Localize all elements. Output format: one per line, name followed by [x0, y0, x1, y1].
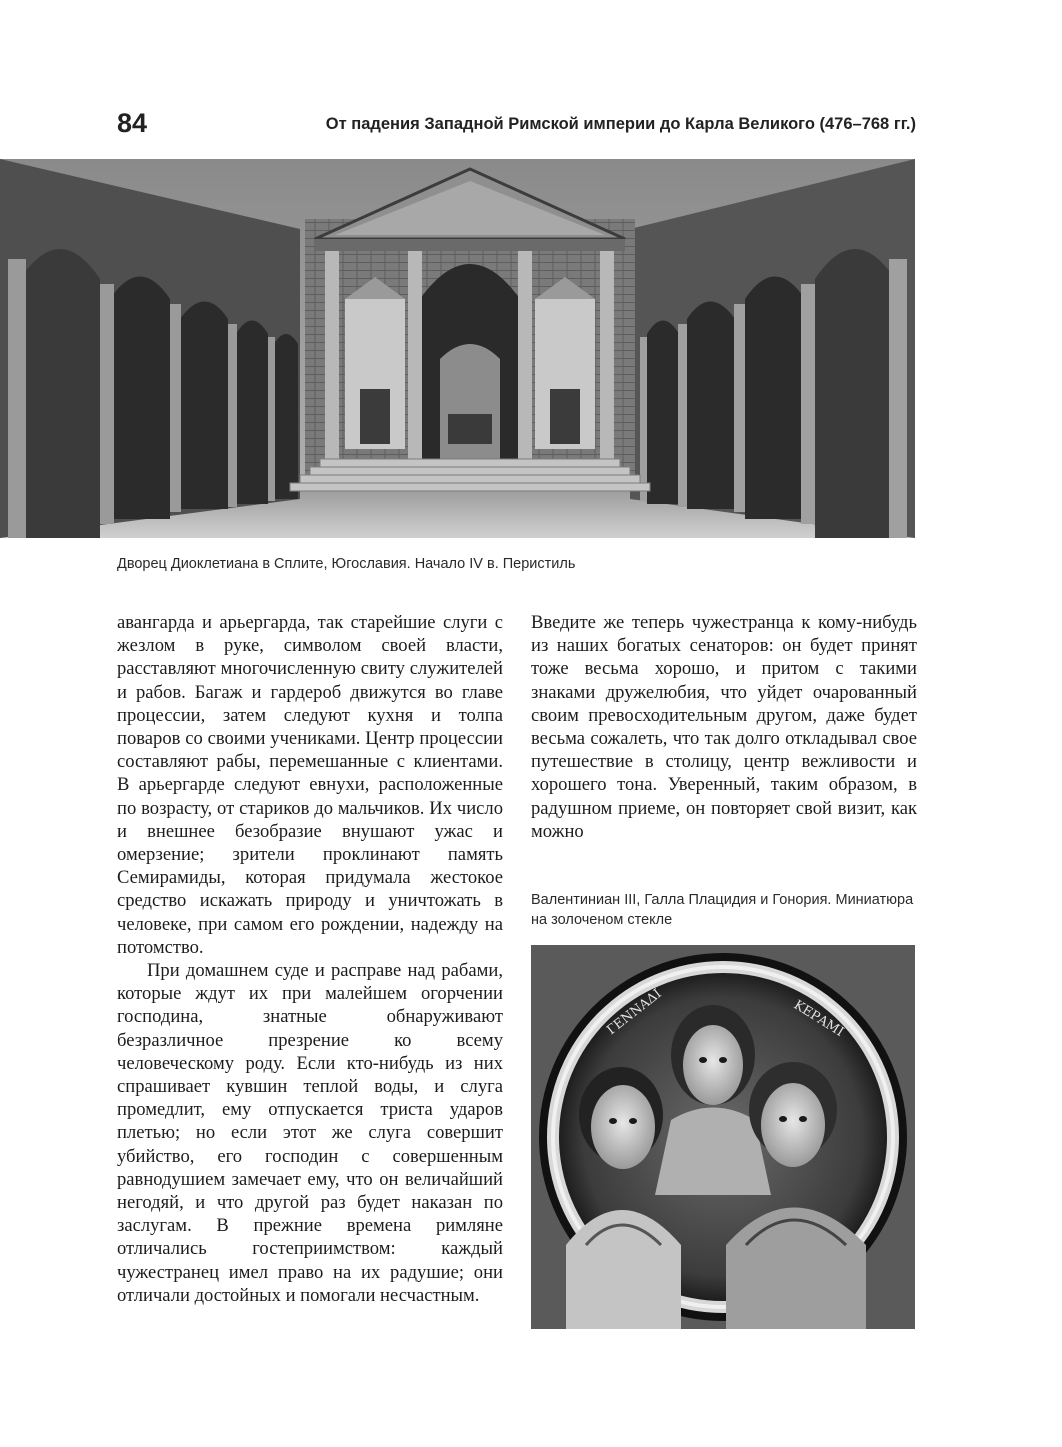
inscription-right: ΚΕΡΑΜΙ — [790, 997, 847, 1040]
page-number: 84 — [117, 108, 148, 138]
paragraph: Введите же теперь чужестранца к кому-нибудь из наших богатых сенаторов: он будет принят тоже весьма хорошо, и притом с такими знаками дружелюбия, что уйдет очарованный своим превосходительным другом, даже будет весьма сожалеть, что так долго откладывал свое путешествие в столицу, центр вежливости и хорошего тона. Уверенный, таким образом, в радушном приеме, он повторяет свой визит, как можно — [531, 612, 917, 842]
text-column-right — [531, 611, 917, 843]
paragraph: При домашнем суде и расправе над рабами, которые ждут их при малейшем огорчении господина, знатные обнаруживают безразличное презрение ко всему человеческому роду. Если кто-нибудь из них спрашивает кувшин теплой воды, и слуга промедлит, ему отпускается триста ударов плетью; но если этот же слуга совершит убийство, его господин с совершенным равнодушием замечает ему, что он величайший негодяй, и что другой раз будет наказан по заслугам. В прежние времена римляне отличались гостеприимством: каждый чужестранец имел право на их радушие; они отличали достойных и помогали несчастным. — [117, 960, 503, 1306]
medallion-caption: Валентиниан III, Галла Плацидия и Гонория. Миниатюра на золоченом стекле — [531, 892, 914, 928]
medallion-photo — [531, 945, 915, 1329]
running-title: От падения Западной Римской империи до Карла Великого (476–768 гг.) — [325, 115, 916, 133]
paragraph: авангарда и арьергарда, так старейшие слуги с жезлом в руке, символом своей власти, расставляют многочисленную свиту служителей и рабов. Багаж и гардероб движутся во главе процессии, затем следуют кухня и толпа поваров со своими учениками. Центр процессии составляют рабы, перемешанные с клиентами. В арьергарде следуют евнухи, расположенные по возрасту, от стариков до мальчиков. Их число и внешнее безобразие внушают ужас и омерзение; зрители проклинают память Семирамиды, которая придумала жестокое средство искажать природу и уничтожать в человеке, при самом его рождении, надежду на потомство. — [117, 612, 503, 958]
palace-caption: Дворец Диоклетиана в Сплите, Югославия. Начало IV в. Перистиль — [117, 556, 576, 572]
palace-photo — [0, 159, 915, 538]
inscription-left: ГЕΝΝΑΔΙ — [604, 986, 665, 1039]
text-column-left — [117, 611, 503, 1307]
